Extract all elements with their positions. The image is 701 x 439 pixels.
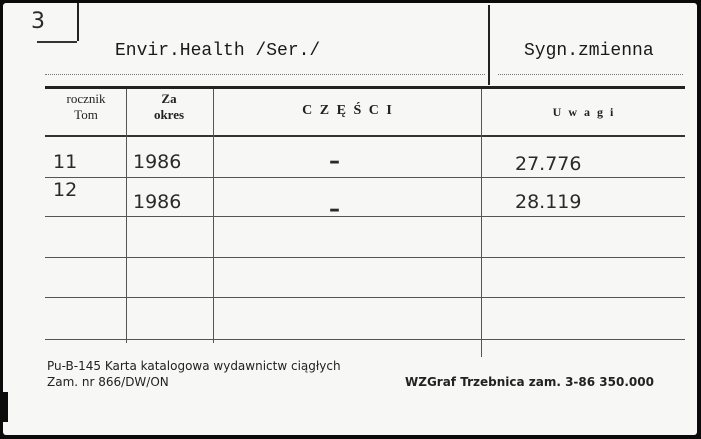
- header-rocznik: rocznik: [66, 91, 106, 106]
- row2-tom: 12: [53, 179, 78, 201]
- catalog-card: [3, 3, 697, 435]
- row-line-4: [45, 297, 685, 298]
- signature-dotted-line: [498, 74, 683, 75]
- header-za-okres: [127, 91, 211, 123]
- row1-okres: 1986: [133, 151, 182, 173]
- footer-line-1: Pu-B-145 Karta katalogowa wydawnictw ciągłych: [47, 359, 341, 373]
- footer-order-number: Zam. nr 866/DW/ON: [47, 375, 169, 389]
- header-okres: okres: [153, 107, 185, 122]
- card-number: 3: [31, 9, 45, 34]
- header-czesci: C Z Ę Ś C I: [302, 103, 394, 118]
- header-uwagi: U w a g i: [552, 105, 616, 119]
- row2-okres: 1986: [133, 191, 182, 213]
- card-number-divider: [77, 3, 79, 41]
- column-line-3: [481, 89, 482, 357]
- row-line-1: [45, 177, 685, 178]
- row2-czesci: –: [329, 197, 340, 222]
- header-rocznik-tom: [47, 91, 125, 123]
- header-top-line: [45, 86, 685, 89]
- signature-divider: [488, 5, 490, 85]
- card-edge-notch: [0, 392, 8, 422]
- title-dotted-line: [45, 74, 485, 75]
- row1-czesci: –: [329, 149, 340, 174]
- header-za: Za: [161, 91, 177, 106]
- signature-label: Sygn.zmienna: [524, 41, 654, 61]
- footer-printer: WZGraf Trzebnica zam. 3-86 350.000: [405, 375, 654, 389]
- card-number-underline: [37, 41, 77, 43]
- row1-uwagi: 27.776: [515, 153, 582, 175]
- row2-uwagi: 28.119: [515, 191, 582, 213]
- header-bottom-line: [45, 135, 685, 137]
- header-tom: Tom: [74, 107, 98, 122]
- row-line-5: [45, 339, 685, 340]
- row1-tom: 11: [53, 151, 78, 173]
- row-line-3: [45, 257, 685, 258]
- row-line-2: [45, 216, 685, 217]
- card-title: Envir.Health /Ser./: [115, 41, 321, 61]
